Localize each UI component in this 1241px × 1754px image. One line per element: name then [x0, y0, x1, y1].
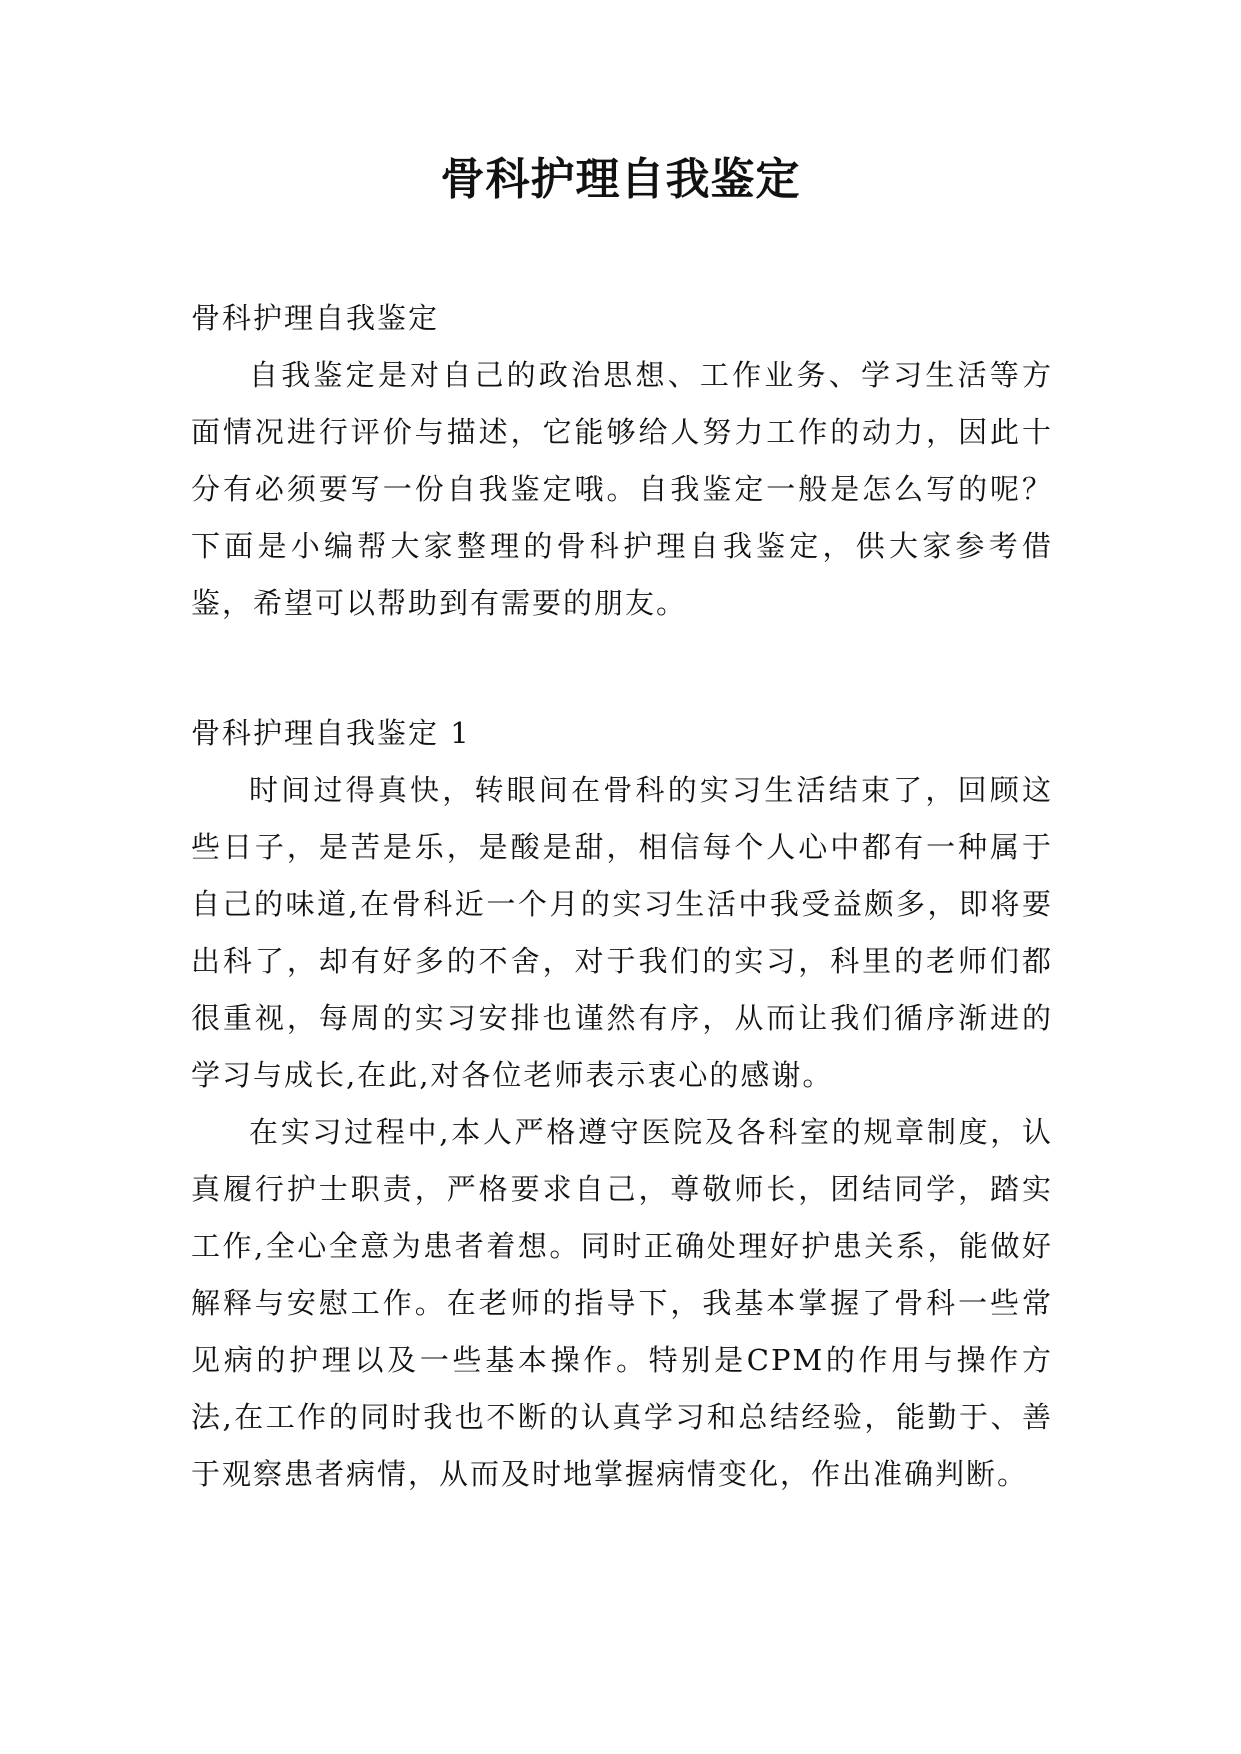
section-heading: 骨科护理自我鉴定	[191, 301, 440, 335]
section1-paragraph: 时间过得真快，转眼间在骨科的实习生活结束了，回顾这些日子，是苦是乐，是酸是甜，相信每个人心中都有一种属于自己的味道,在骨科近一个月的实习生活中我受益颇多，即将要出科了，却有好多的不舍，对于我们的实习，科里的老师们都很重视，每周的实习安排也谨然有序，从而让我们循序渐进的学习与成长,在此,对各位老师表示衷心的感谢。	[191, 773, 1053, 1092]
intro-paragraph: 自我鉴定是对自己的政治思想、工作业务、学习生活等方面情况进行评价与描述，它能够给人努力工作的动力，因此十分有必须要写一份自我鉴定哦。自我鉴定一般是怎么写的呢？下面是小编帮大家整理的骨科护理自我鉴定，供大家参考借鉴，希望可以帮助到有需要的朋友。	[191, 358, 1053, 620]
section1-heading: 骨科护理自我鉴定 1	[191, 716, 471, 750]
document-title: 骨科护理自我鉴定	[440, 154, 801, 205]
section1-paragraph: 在实习过程中,本人严格遵守医院及各科室的规章制度，认真履行护士职责，严格要求自己，尊敬师长，团结同学，踏实工作,全心全意为患者着想。同时正确处理好护患关系，能做好解释与安慰工作。在老师的指导下，我基本掌握了骨科一些常见病的护理以及一些基本操作。特别是CPM的作用与操作方法,在工作的同时我也不断的认真学习和总结经验，能勤于、善于观察患者病情，从而及时地掌握病情变化，作出准确判断。	[191, 1115, 1053, 1491]
